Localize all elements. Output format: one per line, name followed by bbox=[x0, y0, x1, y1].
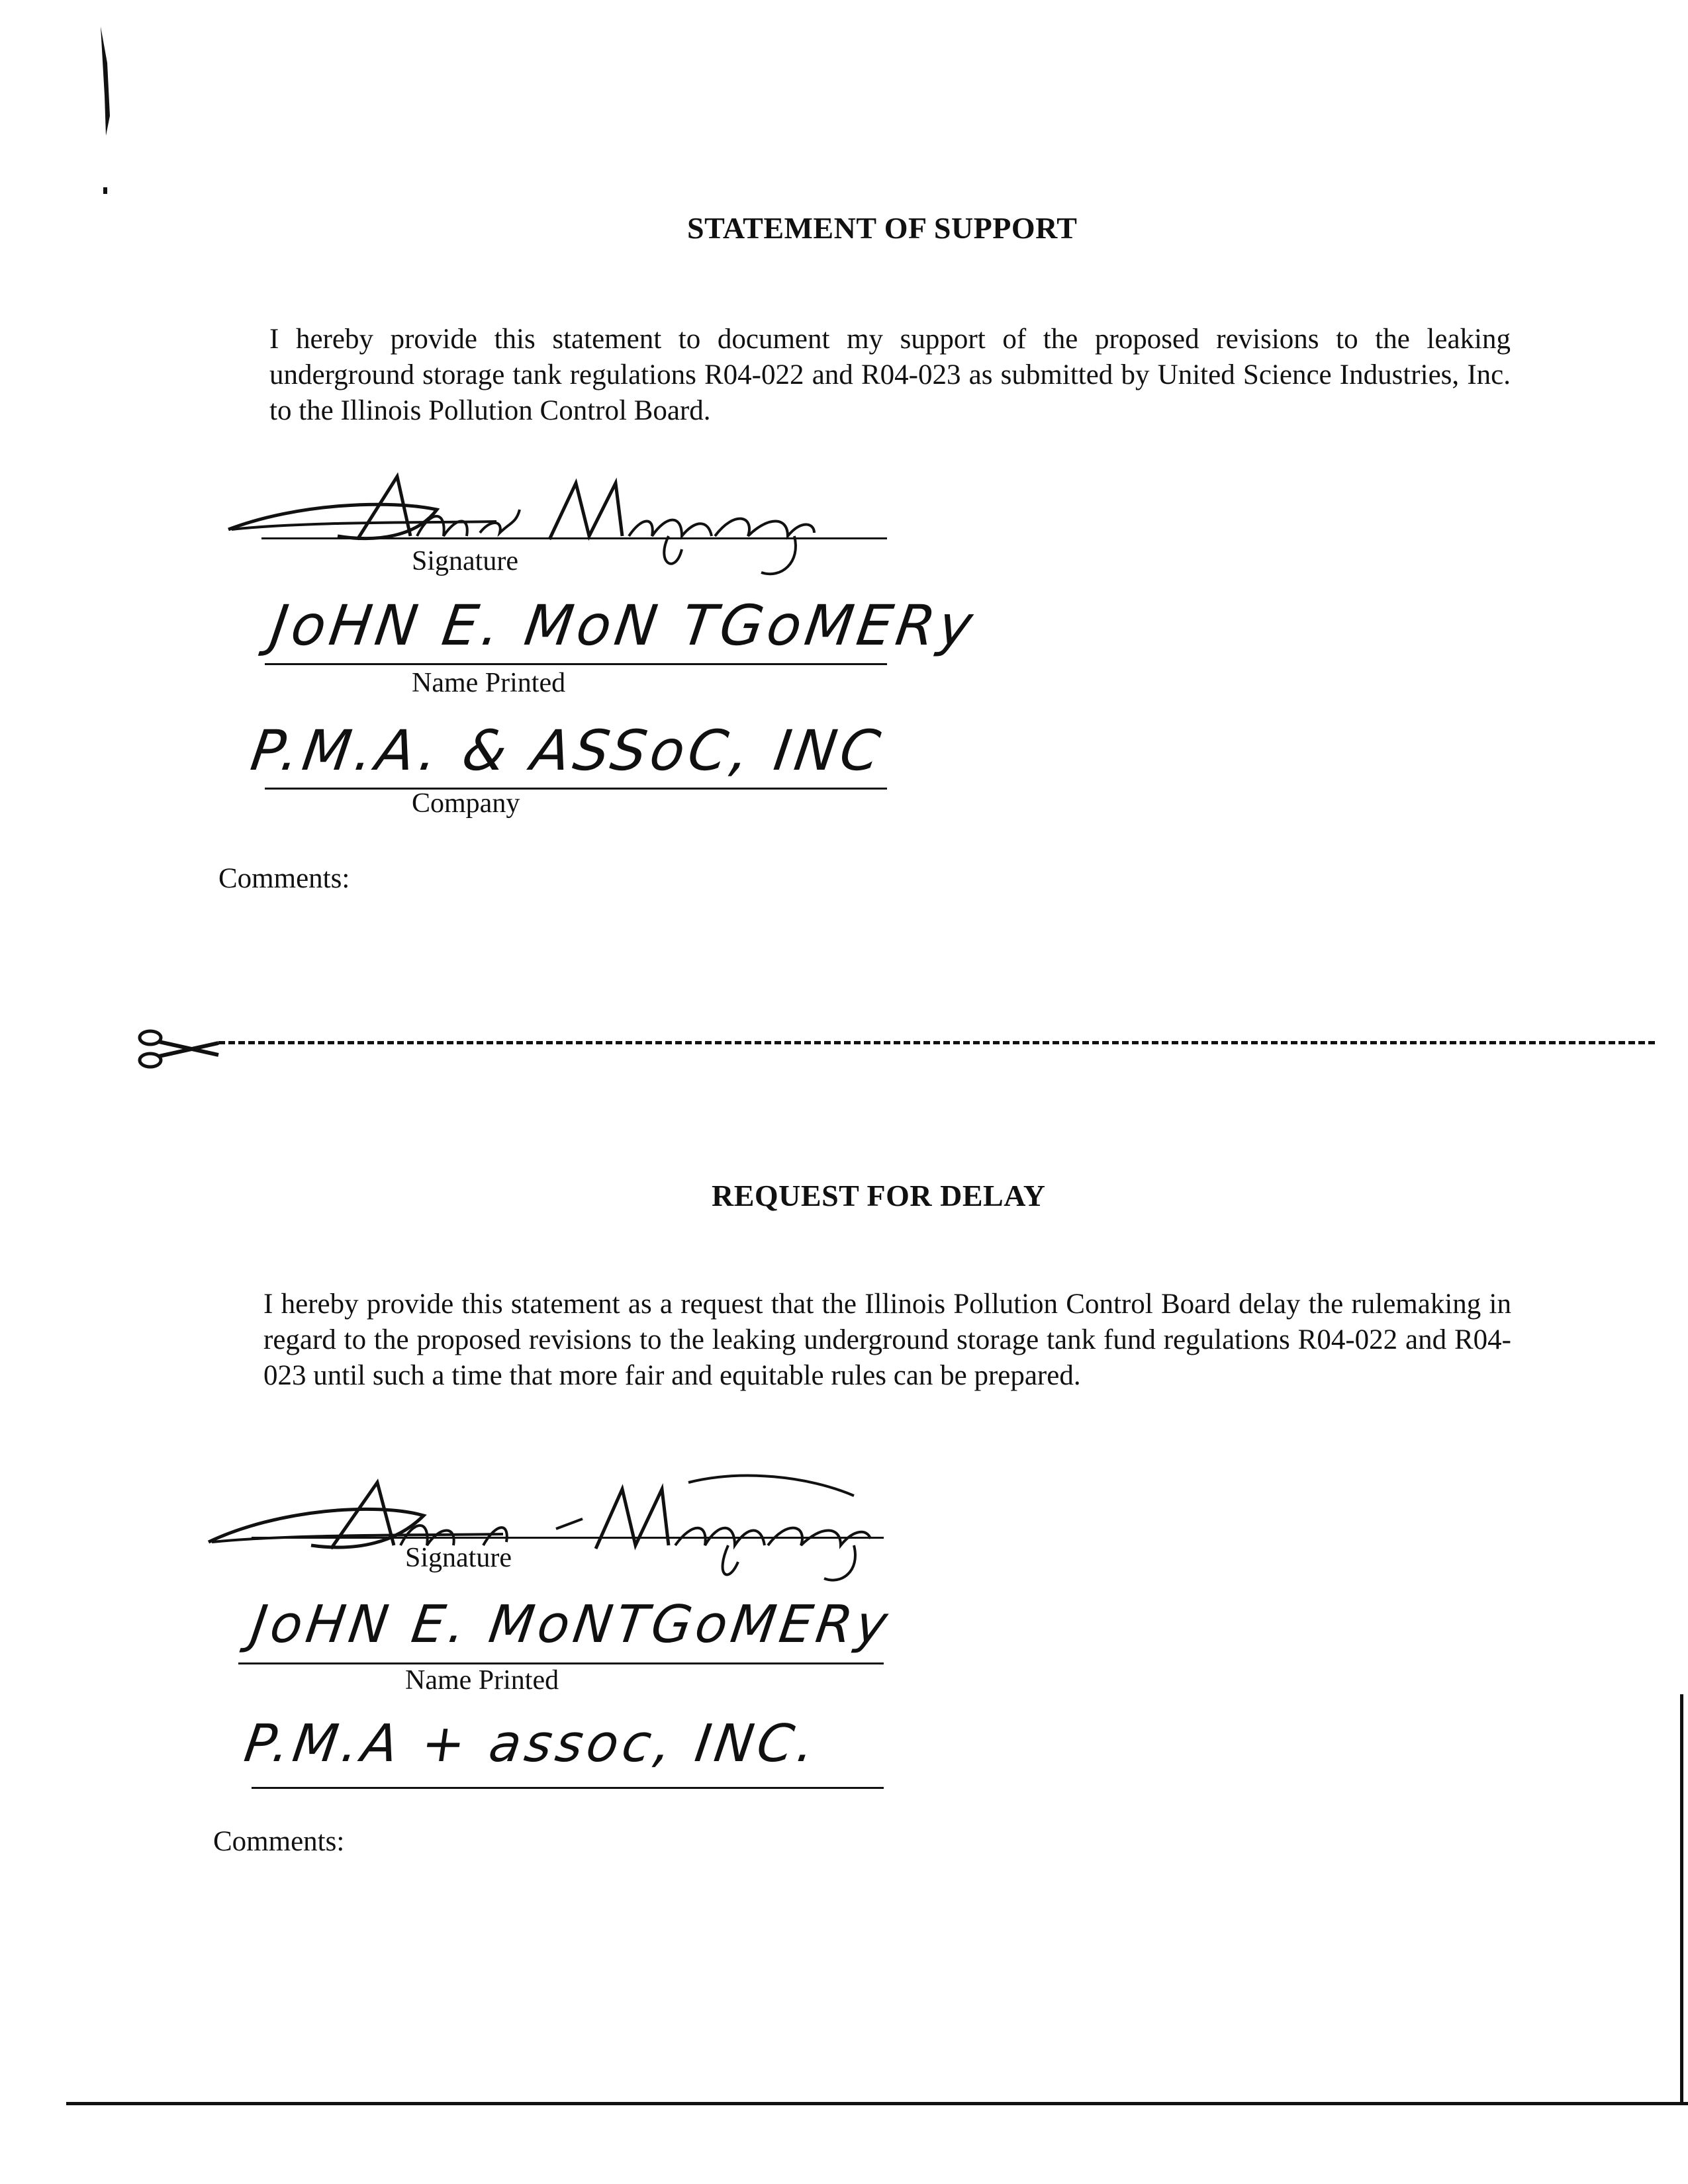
page-border-right bbox=[1680, 1694, 1683, 2105]
scissors-icon bbox=[136, 1026, 222, 1072]
delay-name-value: JoHN E. MoNTGoMERy bbox=[247, 1595, 895, 1655]
support-signature-label: Signature bbox=[412, 546, 518, 576]
delay-signature-line bbox=[252, 1537, 884, 1539]
support-company-value: P.M.A. & ASSoC, INC bbox=[247, 718, 888, 783]
support-company-line bbox=[265, 788, 887, 790]
delay-body: I hereby provide this statement as a request that the Illinois Pollution Control Board delay the rulemaking in regard to the proposed revisions to the leaking underground storage tank fund regulations R04-022 and R04-023 until such a time that more fair and equitable rules can be prepared. bbox=[263, 1289, 1511, 1391]
support-company-label: Company bbox=[412, 788, 520, 819]
delay-signature-label: Signature bbox=[405, 1543, 512, 1573]
cut-line bbox=[218, 1041, 1655, 1044]
delay-title: REQUEST FOR DELAY bbox=[712, 1179, 1046, 1212]
delay-company-value: P.M.A + assoc, INC. bbox=[240, 1714, 822, 1774]
delay-name-line bbox=[238, 1662, 884, 1664]
support-signature-line bbox=[261, 537, 887, 539]
page-border-bottom bbox=[66, 2102, 1688, 2105]
delay-name-label: Name Printed bbox=[405, 1665, 559, 1696]
support-body: I hereby provide this statement to document my support of the proposed revisions to the leaking underground storage tank regulations R04-022 and R04-023 as submitted by United Science Industries, Inc. to the Illinois Pollution Control Board. bbox=[269, 324, 1511, 426]
support-title: STATEMENT OF SUPPORT bbox=[687, 211, 1078, 245]
delay-company-line bbox=[252, 1787, 884, 1789]
delay-signature bbox=[199, 1456, 894, 1588]
support-signature bbox=[218, 463, 880, 582]
support-name-value: JoHN E. MoN TGoMERy bbox=[267, 593, 981, 658]
ink-mark bbox=[93, 23, 119, 195]
support-comments-label: Comments: bbox=[218, 863, 350, 894]
support-name-line bbox=[265, 663, 887, 665]
delay-comments-label: Comments: bbox=[213, 1826, 345, 1857]
support-name-label: Name Printed bbox=[412, 668, 566, 698]
